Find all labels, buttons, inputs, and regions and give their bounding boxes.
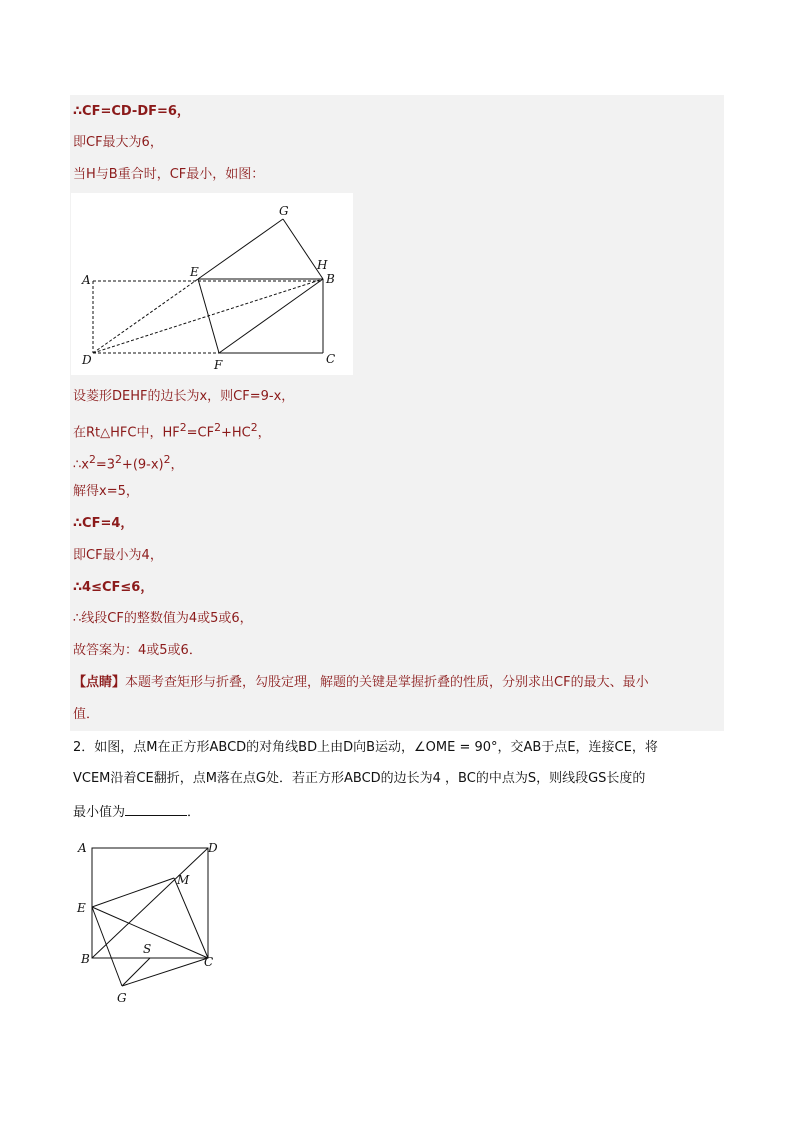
- dashed-de: [93, 279, 198, 353]
- label2-c: C: [204, 955, 214, 969]
- question-line-3: 最小值为 ．: [73, 805, 201, 820]
- answer-blank[interactable]: [125, 803, 187, 816]
- label2-g: G: [117, 991, 127, 1005]
- solution-line-8: ∴CF=4，: [73, 516, 134, 531]
- solution-line-14: 值．: [73, 707, 100, 722]
- label2-e: E: [77, 901, 86, 915]
- label2-b: B: [81, 952, 90, 966]
- label2-m: M: [177, 873, 190, 887]
- question-line-2: VCEM沿着CE翻折，点M落在点G处．若正方形ABCD的边长为4 ，BC的中点为S，则线段GS长度的: [73, 771, 646, 786]
- solution-line-6: $\therefore x^2=3^2+(9-x)^2$，: [73, 453, 184, 473]
- label2-d: D: [208, 841, 218, 855]
- solution-line-2: 即CF最大为6，: [73, 135, 163, 150]
- solution-line-12: 故答案为：4或5或6．: [73, 643, 202, 658]
- figure-square-fold-svg: [70, 832, 230, 1012]
- segment-mc: [174, 878, 208, 958]
- solution-line-3: 当H与B重合时，CF最小，如图：: [73, 167, 265, 182]
- side-eg: [198, 219, 283, 279]
- label2-a: A: [78, 841, 87, 855]
- solution-line-9: 即CF最小为4，: [73, 548, 163, 563]
- question-line-1: 2．如图，点M在正方形ABCD的对角线BD上由D向B运动，∠OME = 90°，交AB于点E，连接CE，将: [73, 740, 658, 755]
- side-fh: [219, 279, 323, 353]
- solution-panel: [70, 95, 724, 731]
- label-h: H: [317, 258, 328, 272]
- segment-gc: [122, 958, 208, 986]
- figure-rectangle-fold: [71, 193, 353, 375]
- figure-rectangle-fold-svg: [71, 193, 353, 375]
- figure-square-fold: [70, 832, 230, 1012]
- label-f: F: [214, 358, 223, 372]
- solution-line-13: 【点睛】本题考查矩形与折叠，勾股定理，解题的关键是掌握折叠的性质，分别求出CF的最大、最小: [73, 675, 649, 690]
- label2-s: S: [143, 942, 152, 956]
- solution-line-4: 设菱形DEHF的边长为x，则CF=9-x，: [73, 389, 295, 404]
- label-a: A: [82, 273, 91, 287]
- fold-line-ef: [198, 279, 219, 353]
- solution-line-5: 在Rt△HFC中，$HF^2=CF^2+HC^2$，: [73, 421, 271, 441]
- label-b: B: [326, 272, 335, 286]
- segment-eg: [92, 907, 122, 986]
- label-g: G: [279, 204, 289, 218]
- label-e: E: [190, 265, 199, 279]
- label-c: C: [326, 352, 336, 366]
- solution-line-7: 解得x=5，: [73, 484, 139, 499]
- label-d: D: [82, 353, 92, 367]
- solution-line-1: ∴CF=CD-DF=6，: [73, 104, 190, 119]
- solution-line-10: ∴4≤CF≤6，: [73, 580, 154, 595]
- solution-line-11: ∴线段CF的整数值为4或5或6，: [73, 611, 253, 626]
